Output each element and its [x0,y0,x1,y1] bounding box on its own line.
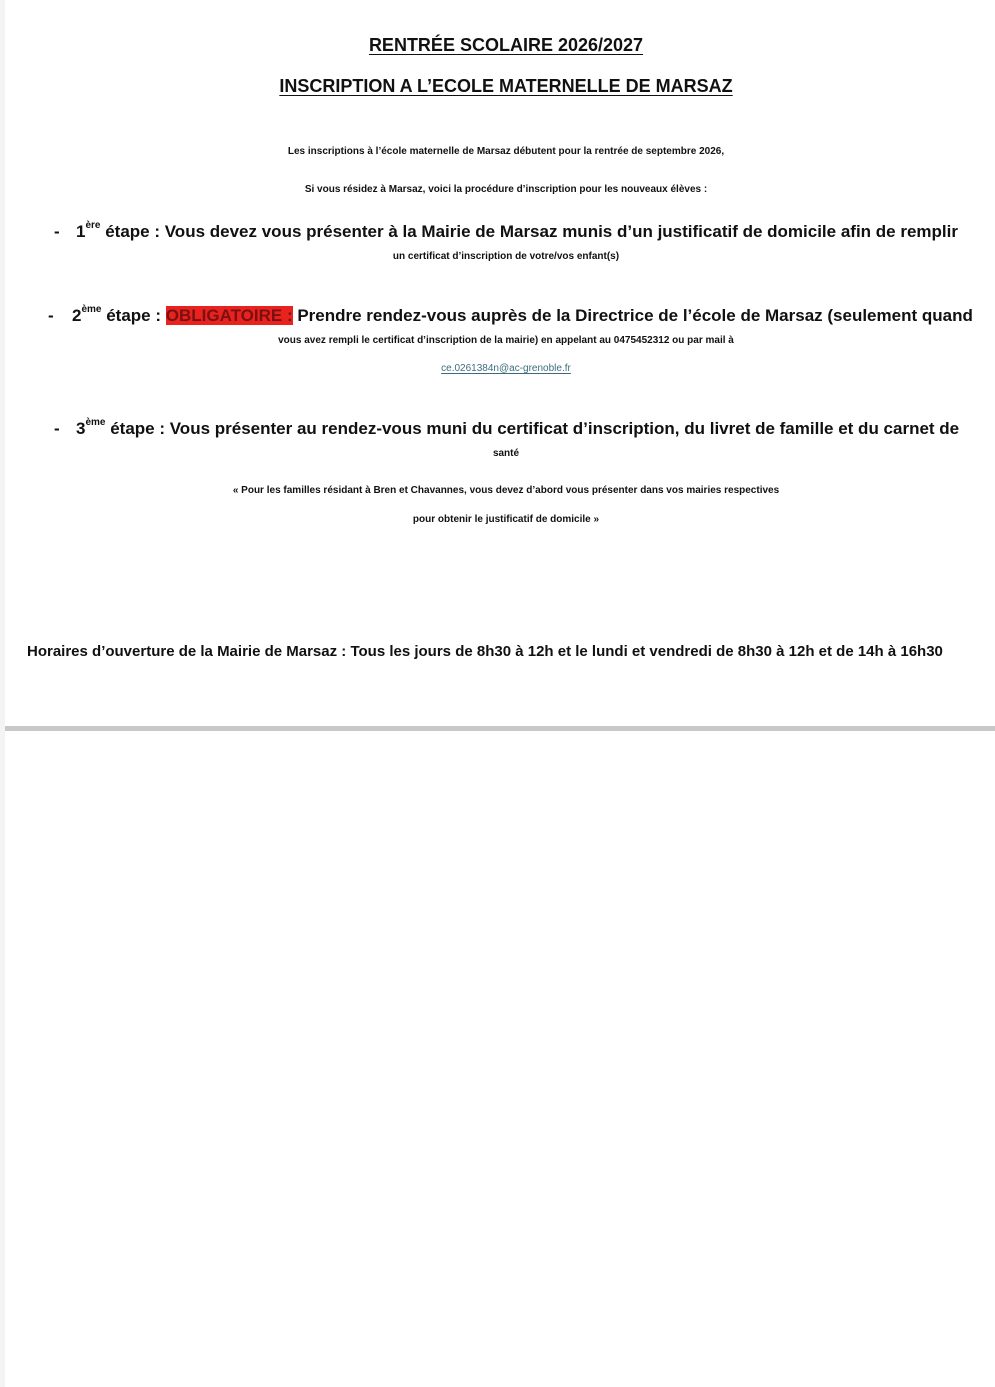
step3-text: Vous présenter au rendez-vous muni du certificat d’inscription, du livret de famille et du carnet de [169,419,960,438]
step2-line-2: vous avez rempli le certificat d’inscription de la mairie) en appelant au 0475452312 ou par mail à [278,335,734,346]
step1-line-2: un certificat d’inscription de votre/vos enfant(s) [392,251,620,262]
step1-label: étape : [100,222,165,241]
intro-line-1: Les inscriptions à l’école maternelle de Marsaz débutent pour la rentrée de septembre 2026, [287,146,725,157]
step2-number: 2 [72,306,82,325]
step3-label: étape : [105,419,170,438]
step3-line-1 [76,419,959,439]
page-divider [5,726,995,731]
step2-suffix: ème [81,304,102,315]
title-registration: INSCRIPTION A L’ECOLE MATERNELLE DE MARSAZ [279,76,733,96]
note-line-2: pour obtenir le justificatif de domicile » [412,514,600,525]
step3-bullet: - [54,419,60,438]
note-line-1: « Pour les familles résidant à Bren et Chavannes, vous devez d’abord vous présenter dans vos mairies respectives [232,485,780,496]
step2-line-3 [0,363,995,374]
town-hall-hours: Horaires d’ouverture de la Mairie de Marsaz : Tous les jours de 8h30 à 12h et le lundi et vendredi de 8h30 à 12h et de 14h à 16h30 [27,643,943,660]
step3-suffix: ème [85,417,106,428]
intro-line-2: Si vous résidez à Marsaz, voici la procédure d’inscription pour les nouveaux élèves : [304,184,708,195]
step1-text: Vous devez vous présenter à la Mairie de Marsaz munis d’un justificatif de domicile afin de remplir [164,222,958,241]
title-year: RENTRÉE SCOLAIRE 2026/2027 [368,35,644,55]
step3-line-2: santé [492,448,520,459]
step1-bullet: - [54,222,60,241]
step2-label: étape : [101,306,166,325]
school-email-link[interactable]: ce.0261384n@ac-grenoble.fr [441,363,571,374]
step2-text: Prendre rendez-vous auprès de la Directrice de l’école de Marsaz (seulement quand [292,306,973,325]
step2-line-1 [72,306,973,326]
step1-suffix: ère [85,220,101,231]
step1-line-1 [76,222,958,242]
mandatory-highlight: OBLIGATOIRE : [165,306,293,325]
step2-bullet: - [48,306,54,325]
step3-number: 3 [76,419,86,438]
step1-number: 1 [76,222,86,241]
document-page [5,0,995,1387]
